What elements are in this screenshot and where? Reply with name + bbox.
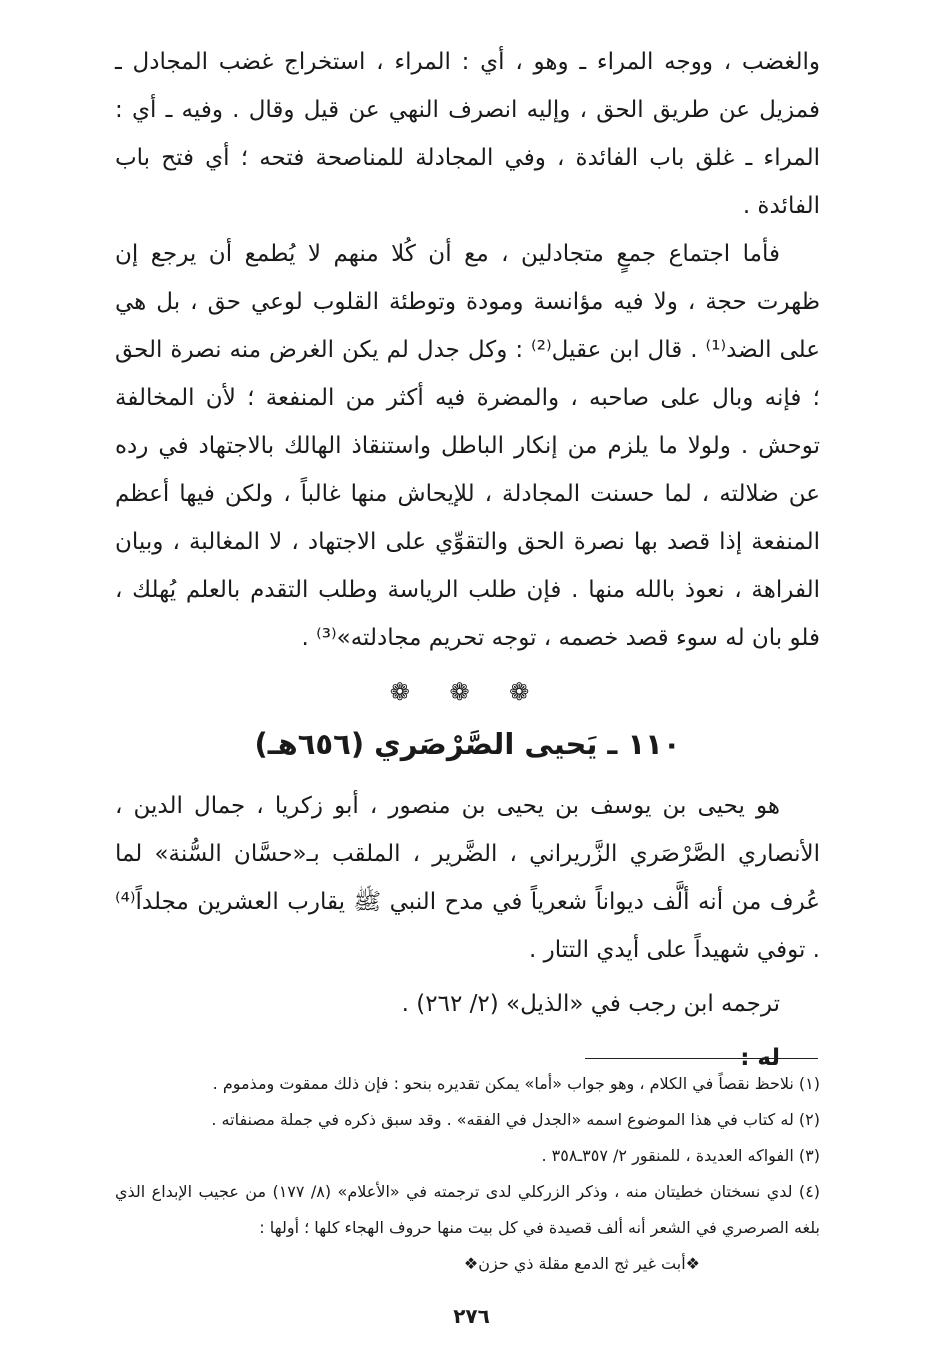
biography-paragraph: هو يحيى بن يوسف بن يحيى بن منصور ، أبو زكريا ، جمال الدين ، الأنصاري الصَّرْصَري الزَّريراني ، الضَّرير ، الملقب بـ«حسَّان السُّنة» لما عُرف من أنه ألَّف ديواناً شعرياً في مدح النبي ﷺ يقارب العشرين مجلداً⁽⁴⁾ . توفي شهيداً على أيدي التتار . bbox=[115, 793, 820, 963]
section-separator-stars: ❁ ❁ ❁ bbox=[389, 678, 546, 706]
footnote-3: (٣) الفواكه العديدة ، للمنقور ٢/ ٣٥٧ـ٣٥٨ . bbox=[541, 1146, 820, 1165]
page-number: ٢٧٦ bbox=[453, 1304, 490, 1328]
footnote-1: (١) نلاحظ نقصاً في الكلام ، وهو جواب «أما» يمكن تقديره بنحو : فإن ذلك ممقوت ومذموم . bbox=[212, 1074, 820, 1093]
footnote-2: (٢) له كتاب في هذا الموضوع اسمه «الجدل في الفقه» . وقد سبق ذكره في جملة مصنفاته . bbox=[211, 1110, 820, 1129]
source-reference: ترجمه ابن رجب في «الذيل» (٢/ ٢٦٢) . bbox=[401, 991, 780, 1017]
main-text bbox=[115, 38, 820, 1082]
entry-heading: ١١٠ ـ يَحيى الصَّرْصَري (٦٥٦هـ) bbox=[254, 727, 681, 761]
footnote-divider bbox=[585, 1058, 818, 1059]
footnote-verse: ❖أبت غير ثج الدمع مقلة ذي حزن❖ bbox=[463, 1254, 700, 1273]
paragraph-2: فأما اجتماع جمعٍ متجادلين ، مع أن كُلا منهم لا يُطمع أن يرجع إن ظهرت حجة ، ولا فيه مؤانسة ومودة وتوطئة القلوب لوعي حق ، بل هي على الضد⁽¹⁾ . قال ابن عقيل⁽²⁾ : وكل جدل لم يكن الغرض منه نصرة الحق ؛ فإنه وبال على صاحبه ، والمضرة فيه أكثر من المنفعة ؛ لأن المخالفة توحش . ولولا ما يلزم من إنكار الباطل واستنقاذ الهالك بالاجتهاد في رده عن ضلالته ، لما حسنت المجادلة ، للإيحاش منها غالباً ، ولكن فيها أعظم المنفعة إذا قصد بها نصرة الحق والتقوِّي على الاجتهاد ، لا المغالبة ، وبيان الفراهة ، نعوذ بالله منها . فإن طلب الرياسة وطلب التقدم بالعلم يُهلك ، فلو بان له سوء قصد خصمه ، توجه تحريم مجادلته»⁽³⁾ . bbox=[115, 241, 820, 651]
footnotes bbox=[115, 1066, 820, 1282]
footnote-4: (٤) لدي نسختان خطيتان منه ، وذكر الزركلي لدى ترجمته في «الأعلام» (٨/ ١٧٧) من عجيب الإبداع الذي بلغه الصرصري في الشعر أنه ألف قصيدة في كل بيت منها حروف الهجاء كلها ؛ أولها : bbox=[115, 1182, 821, 1237]
works-label: له : bbox=[740, 1045, 780, 1071]
paragraph-1: والغضب ، ووجه المراء ـ وهو ، أي : المراء ، استخراج غضب المجادل ـ فمزيل عن طريق الحق ، وإليه انصرف النهي عن قيل وقال . وفيه ـ أي : المراء ـ غلق باب الفائدة ، وفي المجادلة للمناصحة فتحه ؛ أي فتح باب الفائدة . bbox=[115, 49, 820, 219]
